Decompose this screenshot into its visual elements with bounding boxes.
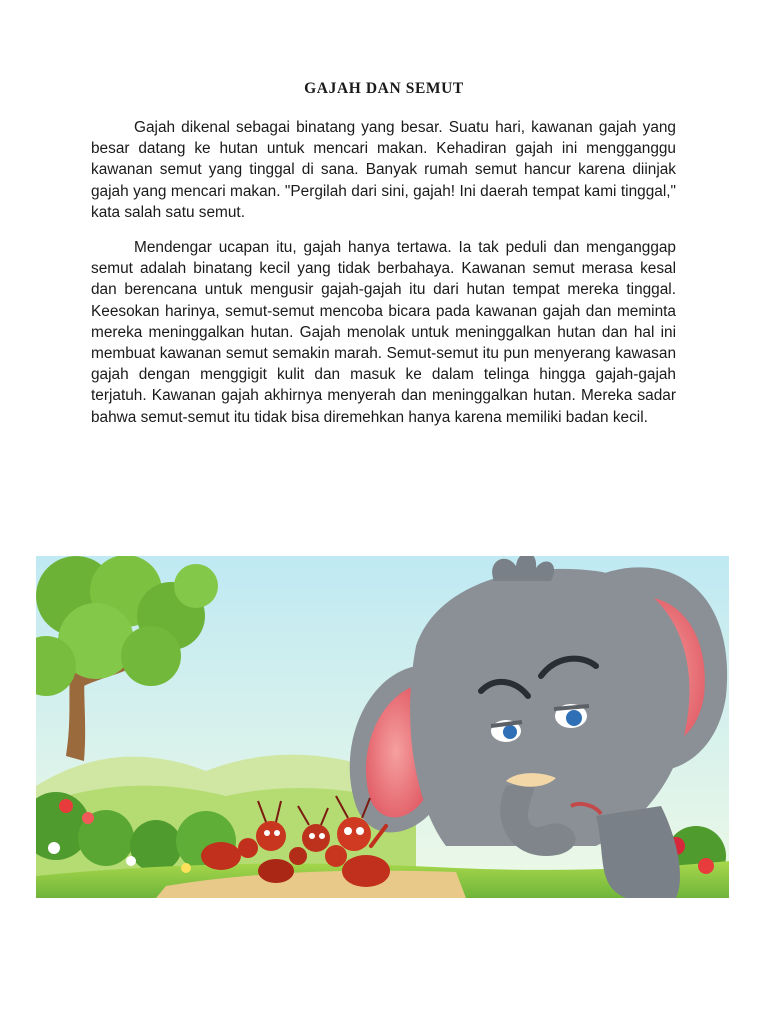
story-body xyxy=(91,117,676,442)
story-illustration xyxy=(36,556,729,898)
elephant-and-ants-image xyxy=(36,556,729,898)
paragraph-2: Mendengar ucapan itu, gajah hanya tertawa. Ia tak peduli dan menganggap semut adalah binatang kecil yang tidak berbahaya. Kawanan semut merasa kesal dan berencana untuk mengusir gajah-gajah itu dari hutan tempat mereka tinggal. Keesokan harinya, semut-semut mencoba bicara pada kawanan gajah dan meminta mereka meninggalkan hutan. Gajah menolak untuk meninggalkan hutan dan hal ini membuat kawanan semut semakin marah. Semut-semut itu pun menyerang kawasan gajah dengan menggigit kulit dan masuk ke dalam telinga hingga gajah-gajah terjatuh. Kawanan gajah akhirnya menyerah dan meninggalkan hutan. Mereka sadar bahwa semut-semut itu tidak bisa diremehkan hanya karena memiliki badan kecil. xyxy=(91,239,676,426)
paragraph-1: Gajah dikenal sebagai binatang yang besar. Suatu hari, kawanan gajah yang besar datang ke hutan untuk mencari makan. Kehadiran gajah ini mengganggu kawanan semut yang tinggal di sana. Banyak rumah semut hancur karena diinjak gajah yang mencari makan. "Pergilah dari sini, gajah! Ini daerah tempat kami tinggal," kata salah satu semut. xyxy=(91,119,676,221)
document-title: GAJAH DAN SEMUT xyxy=(304,80,464,97)
